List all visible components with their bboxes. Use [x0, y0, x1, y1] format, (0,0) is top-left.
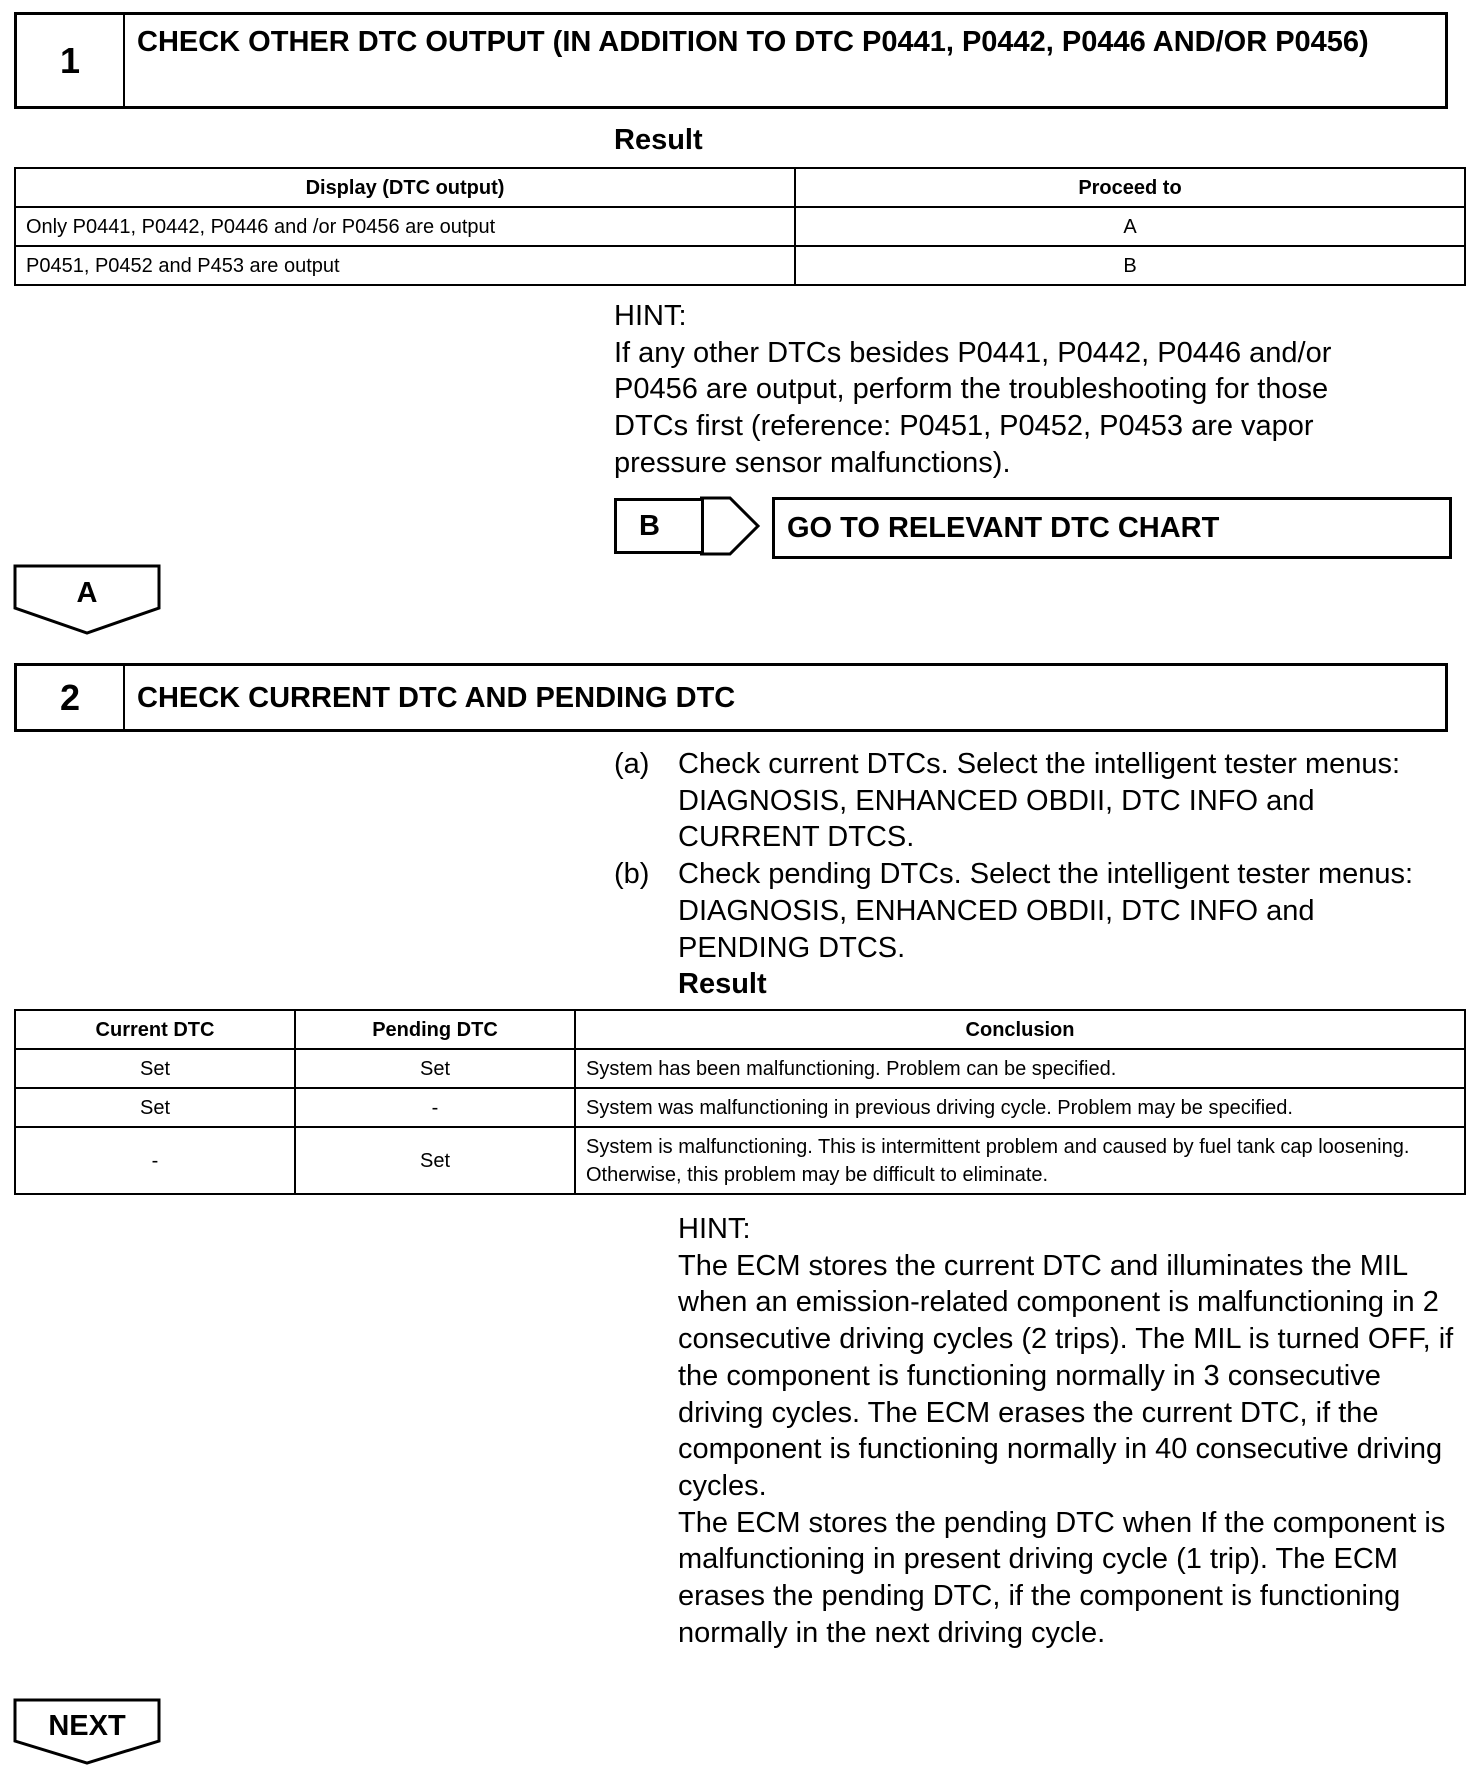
list-item: [614, 856, 1454, 966]
hint-2-para-1: The ECM stores the current DTC and illuminates the MIL when an emission-related component is malfunctioning in 2 consecutive driving cycles (2 trips). The MIL is turned OFF, if the component is functioning normally in 3 consecutive driving cycles. The ECM erases the current DTC, if the component is functioning normally in 40 consecutive driving cycles.: [678, 1249, 1454, 1502]
table-header-row: [15, 1010, 1465, 1049]
conclusion-cell: System was malfunctioning in previous driving cycle. Problem may be specified.: [575, 1088, 1465, 1127]
pending-cell: Set: [295, 1049, 575, 1088]
step-1-header: [14, 12, 1448, 109]
branch-a-label: A: [76, 577, 98, 609]
result-1-label: Result: [614, 124, 703, 156]
list-text: Check pending DTCs. Select the intelligent tester menus: DIAGNOSIS, ENHANCED OBDII, DTC INFO and PENDING DTCS.: [678, 858, 1414, 964]
col-header-display: Display (DTC output): [15, 168, 795, 207]
conclusion-cell: System is malfunctioning. This is intermittent problem and caused by fuel tank cap loosening. Otherwise, this problem may be difficult to eliminate.: [575, 1127, 1465, 1194]
branch-b-badge: [614, 498, 704, 554]
step-2-title: CHECK CURRENT DTC AND PENDING DTC: [137, 681, 736, 714]
col-header-proceed: Proceed to: [795, 168, 1465, 207]
step-1-title: CHECK OTHER DTC OUTPUT (IN ADDITION TO DTC P0441, P0442, P0446 AND/OR P0456): [137, 26, 1369, 58]
table-header-row: [15, 168, 1465, 207]
current-cell: Set: [15, 1088, 295, 1127]
go-to-dtc-chart-box: [772, 497, 1452, 559]
next-label[interactable]: NEXT: [48, 1710, 126, 1742]
pending-cell: -: [295, 1088, 575, 1127]
proceed-cell: A: [795, 207, 1465, 246]
list-item: [614, 746, 1454, 856]
table-row: [15, 1127, 1465, 1194]
table-row: [15, 1088, 1465, 1127]
hint-2-label: HINT:: [678, 1213, 751, 1245]
col-header-pending: Pending DTC: [295, 1010, 575, 1049]
hint-2-para-2: The ECM stores the pending DTC when If the component is malfunctioning in present driving cycle (1 trip). The ECM erases the pending DTC, if the component is functioning normally in the next driving cycle.: [678, 1506, 1446, 1649]
table-row: [15, 246, 1465, 285]
branch-b-label: B: [639, 510, 660, 542]
list-text: Check current DTCs. Select the intelligent tester menus: DIAGNOSIS, ENHANCED OBDII, DTC INFO and CURRENT DTCS.: [678, 748, 1401, 854]
table-row: [15, 1049, 1465, 1088]
result-1-table: [14, 167, 1466, 286]
proceed-cell: B: [795, 246, 1465, 285]
list-marker: (b): [614, 858, 650, 891]
display-cell: P0451, P0452 and P453 are output: [15, 246, 795, 285]
hint-1: [614, 298, 1404, 482]
col-header-conclusion: Conclusion: [575, 1010, 1465, 1049]
current-cell: -: [15, 1127, 295, 1194]
go-to-dtc-chart-text: GO TO RELEVANT DTC CHART: [787, 512, 1220, 544]
list-marker: (a): [614, 748, 650, 780]
result-2-label: Result: [678, 968, 767, 1001]
pending-cell: Set: [295, 1127, 575, 1194]
current-cell: Set: [15, 1049, 295, 1088]
table-row: [15, 207, 1465, 246]
conclusion-cell: System has been malfunctioning. Problem can be specified.: [575, 1049, 1465, 1088]
hint-1-text: If any other DTCs besides P0441, P0442, P0446 and/or P0456 are output, perform the troubleshooting for those DTCs first (reference: P0451, P0452, P0453 are vapor pressure sensor malfunctions).: [614, 336, 1332, 479]
result-2-table: [14, 1009, 1466, 1195]
branch-b-arrow-icon: [700, 496, 762, 556]
step-1-number: 1: [17, 15, 125, 106]
hint-2: [678, 1211, 1458, 1651]
step-2-instructions: [614, 746, 1454, 1003]
step-2-header: [14, 663, 1448, 732]
step-2-number: 2: [17, 666, 125, 729]
col-header-current: Current DTC: [15, 1010, 295, 1049]
hint-1-label: HINT:: [614, 300, 687, 332]
display-cell: Only P0441, P0442, P0446 and /or P0456 are output: [15, 207, 795, 246]
